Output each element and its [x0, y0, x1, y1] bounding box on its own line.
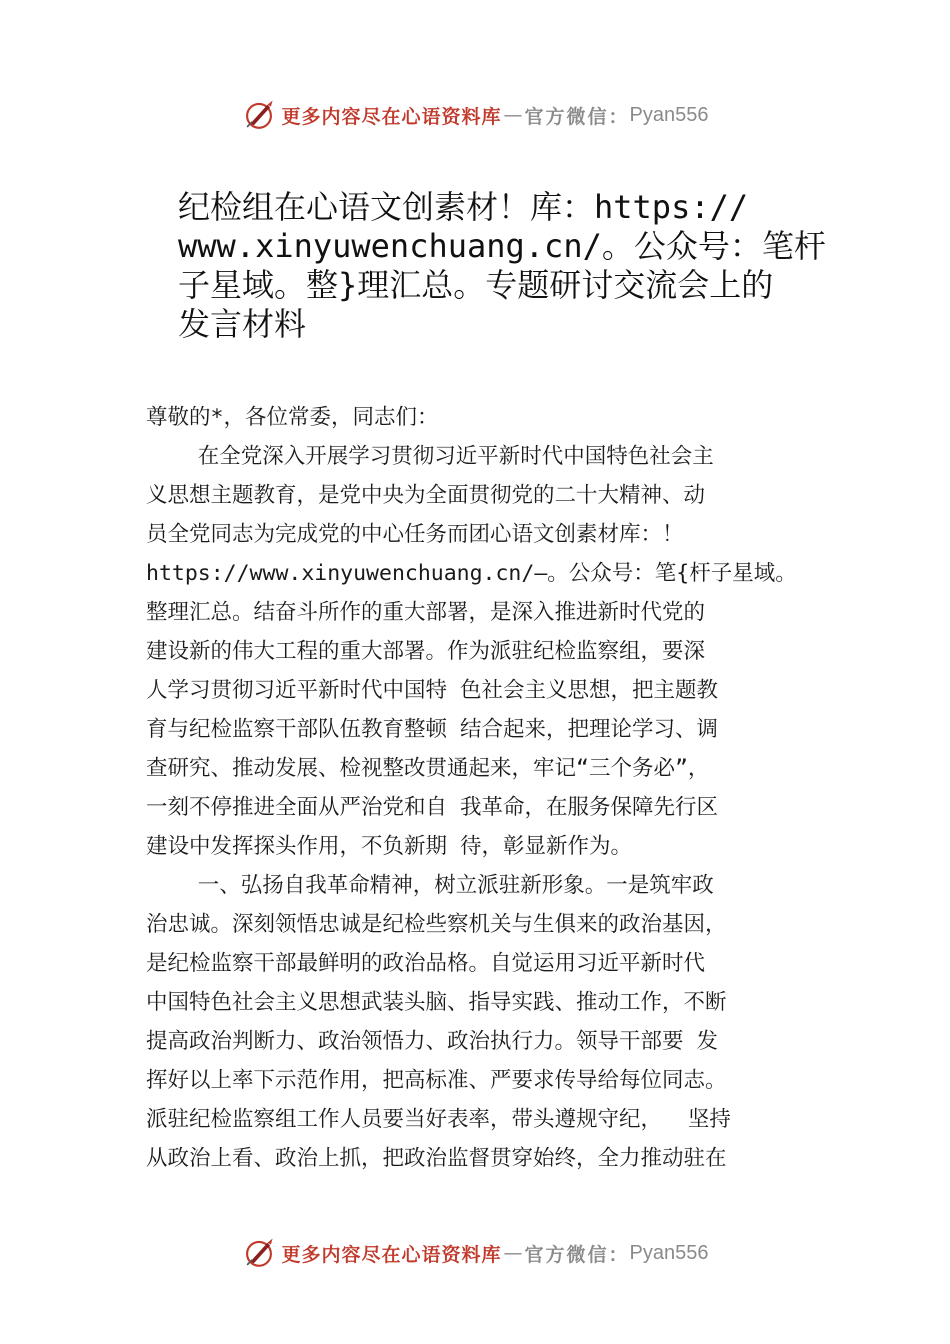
banner-text: 更多内容尽在心语资料库	[281, 105, 502, 128]
body-line: 建设中发挥探头作用，不负新期 待，彰显新作为。	[146, 834, 632, 859]
body-line: 从政治上看、政治上抓，把政治监督贯穿始终，全力推动驻在	[146, 1146, 727, 1171]
title-line: 发言材料	[178, 305, 307, 343]
header-banner	[0, 95, 950, 135]
body-line: 派驻纪检监察组工作人员要当好表率，带头遵规守纪， 坚持	[146, 1107, 731, 1132]
body-line: 一刻不停推进全面从严治党和自 我革命，在服务保障先行区	[146, 795, 718, 820]
body-line: https://www.xinyuwenchuang.cn/—。公众号：笔{杆子星域。	[146, 561, 797, 586]
body-line: 育与纪检监察干部队伍教育整顿 结合起来，把理论学习、调	[146, 717, 718, 742]
pen-quill-logo-icon	[242, 98, 276, 132]
body-line: 人学习贯彻习近平新时代中国特 色社会主义思想，把主题教	[146, 678, 718, 703]
pen-quill-logo-icon	[242, 1236, 276, 1270]
body-line: 整理汇总。结奋斗所作的重大部署，是深入推进新时代党的	[146, 600, 706, 625]
body-line: 治忠诚。深刻领悟忠诚是纪检些察机关与生俱来的政治基因，	[146, 912, 727, 937]
wechat-label: 官方微信：	[524, 105, 630, 128]
document-body	[146, 398, 846, 1178]
banner-dash: —	[503, 104, 523, 126]
body-line: 建设新的伟大工程的重大部署。作为派驻纪检监察组，要深	[146, 639, 706, 664]
banner-dash: —	[503, 1242, 523, 1264]
body-line: 提高政治判断力、政治领悟力、政治执行力。领导干部要 发	[146, 1029, 718, 1054]
body-line: 义思想主题教育，是党中央为全面贯彻党的二十大精神、动	[146, 483, 706, 508]
body-line: 尊敬的*，各位常委，同志们：	[146, 405, 439, 430]
body-line: 在全党深入开展学习贯彻习近平新时代中国特色社会主	[146, 444, 714, 469]
title-line: www.xinyuwenchuang.cn/。公众号：笔杆	[178, 227, 826, 265]
body-line: 挥好以上率下示范作用，把高标准、严要求传导给每位同志。	[146, 1068, 727, 1093]
wechat-id: Pyan556	[629, 103, 709, 126]
wechat-id: Pyan556	[629, 1241, 709, 1264]
body-line: 中国特色社会主义思想武装头脑、指导实践、推动工作，不断	[146, 990, 727, 1015]
body-line: 一、弘扬自我革命精神，树立派驻新形象。一是筑牢政	[146, 873, 714, 898]
title-line: 子星域。整}理汇总。专题研讨交流会上的	[178, 266, 774, 304]
body-line: 查研究、推动发展、检视整改贯通起来，牢记“三个务必”，	[146, 756, 710, 781]
title-line: 纪检组在心语文创素材！库：https://	[178, 188, 749, 226]
wechat-label: 官方微信：	[524, 1243, 630, 1266]
document-title	[178, 188, 838, 344]
banner-text: 更多内容尽在心语资料库	[281, 1243, 502, 1266]
body-line: 是纪检监察干部最鲜明的政治品格。自觉运用习近平新时代	[146, 951, 706, 976]
footer-banner	[0, 1233, 950, 1273]
body-line: 员全党同志为完成党的中心任务而团心语文创素材库：！	[146, 522, 684, 547]
